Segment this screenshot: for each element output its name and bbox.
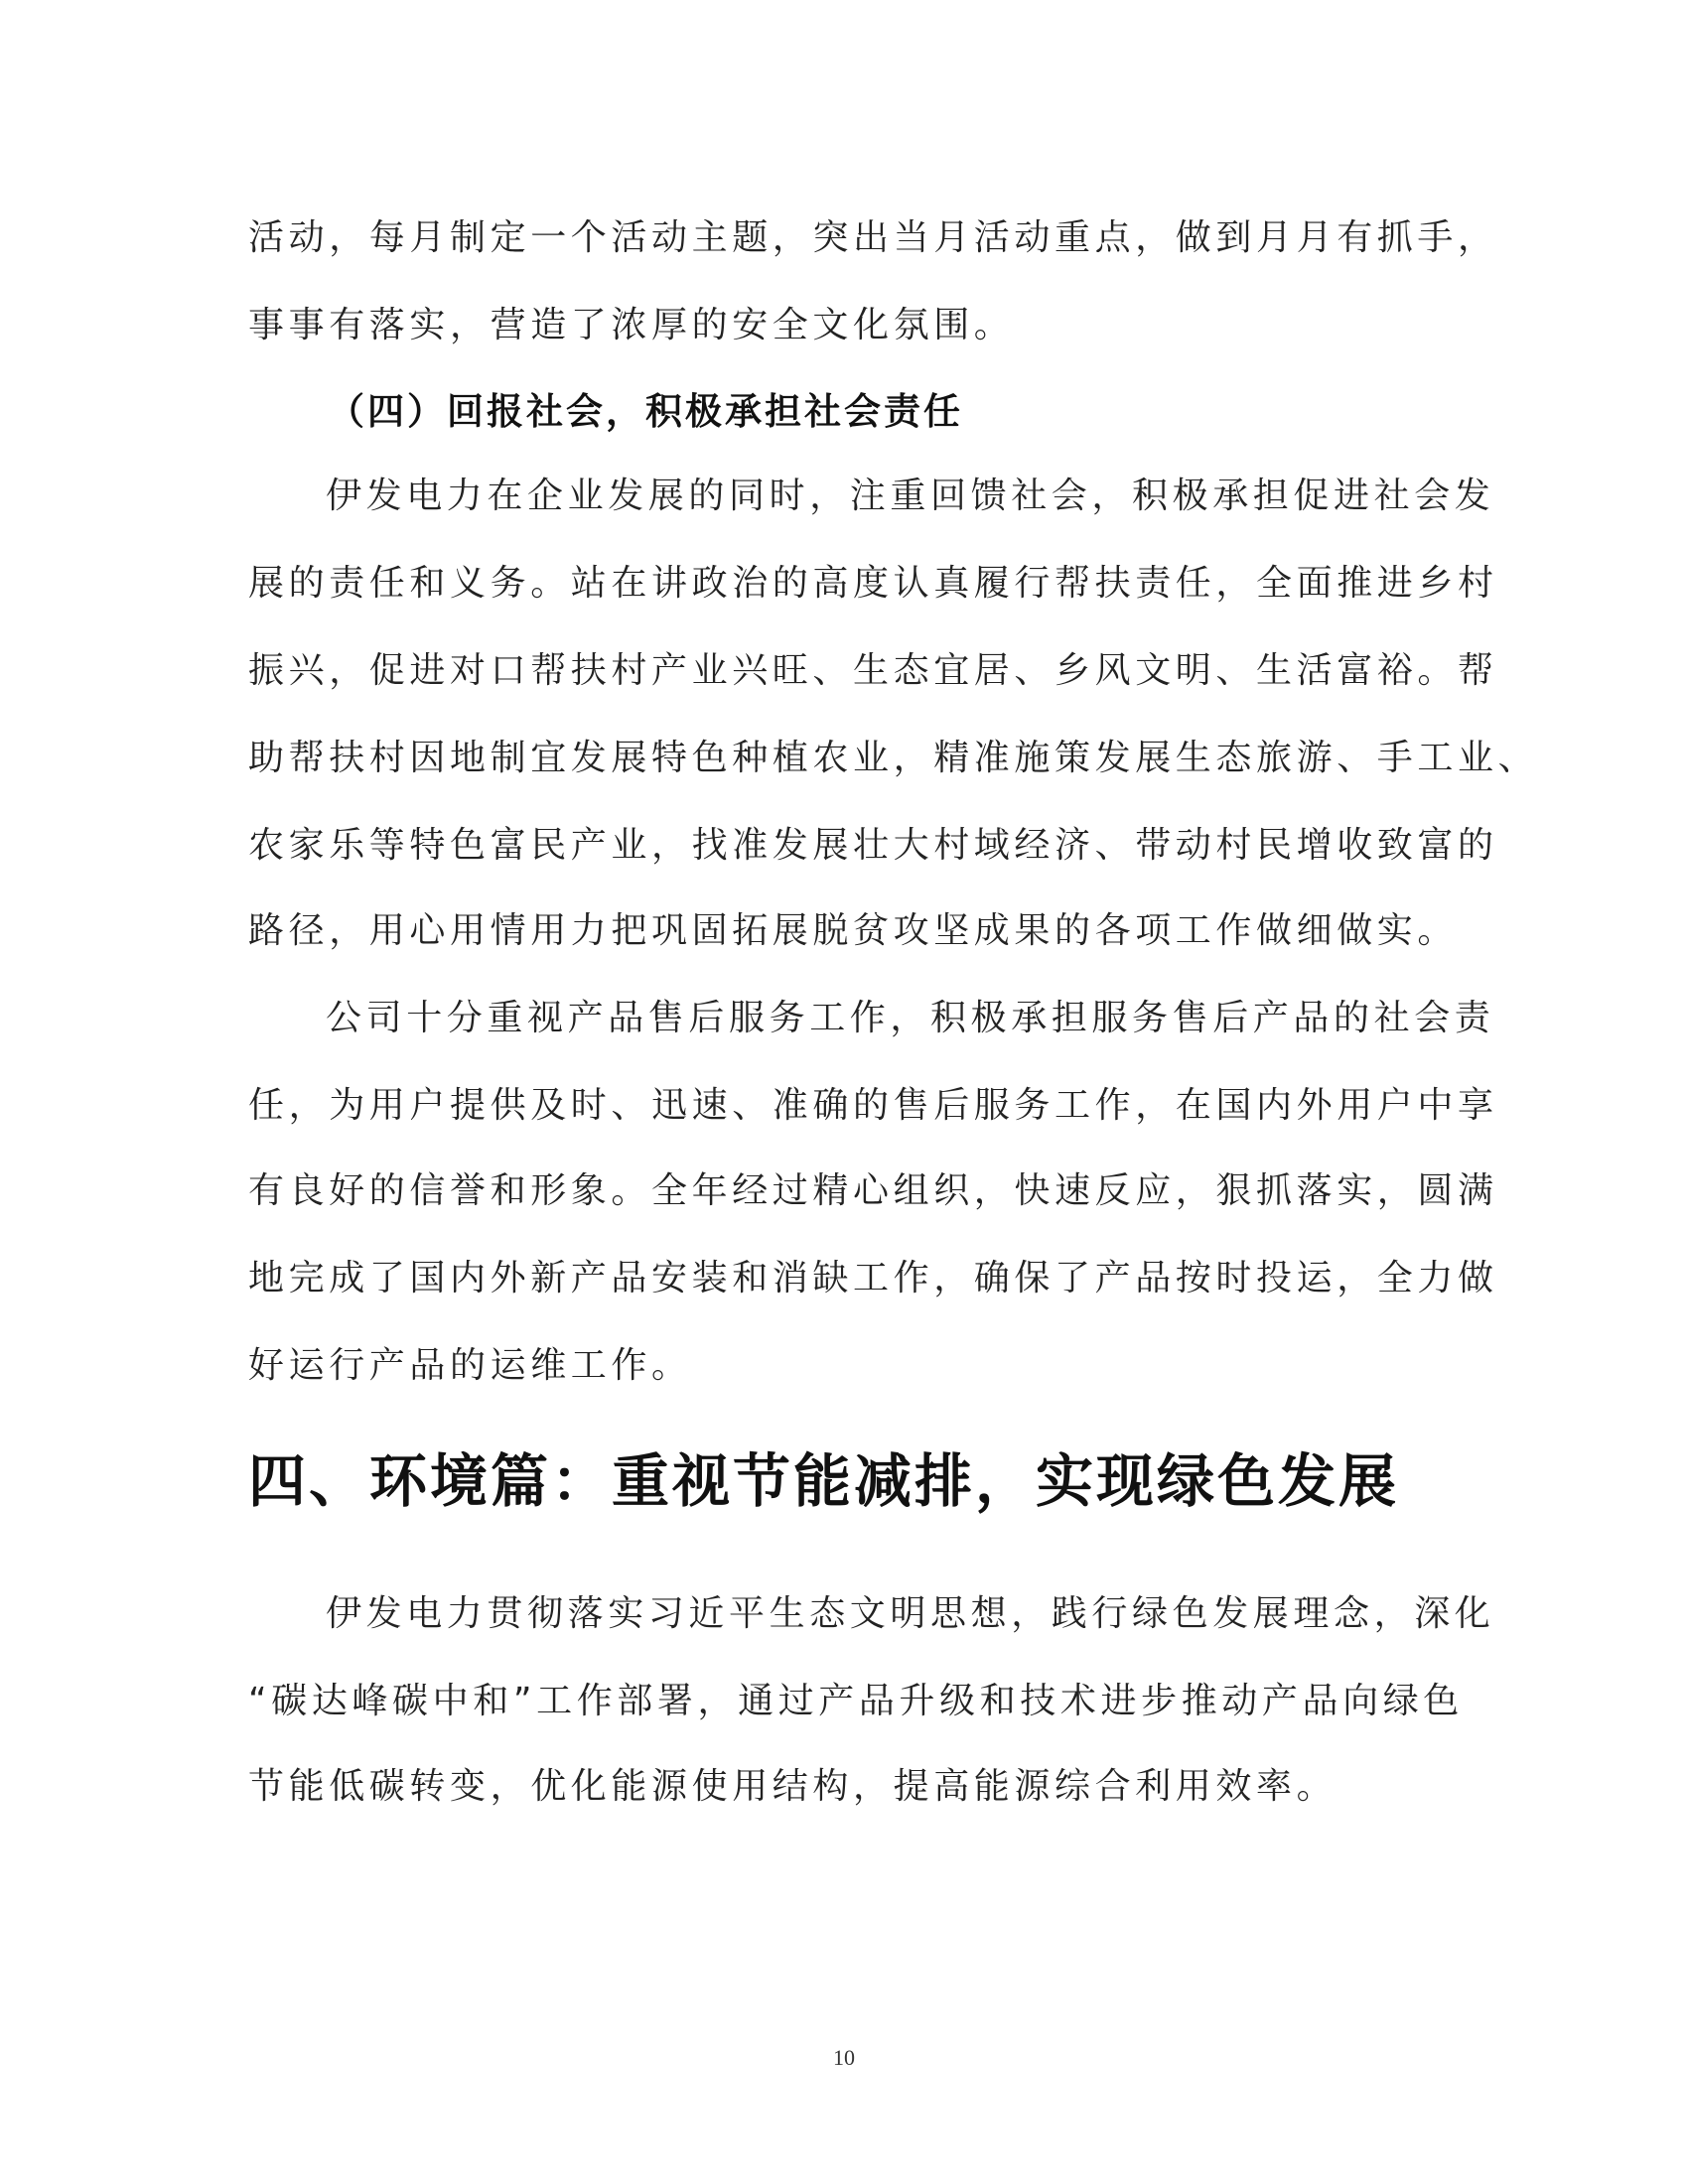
- paragraph-line: 伊发电力在企业发展的同时，注重回馈社会，积极承担促进社会发: [326, 476, 1495, 516]
- paragraph-line: 好运行产品的运维工作。: [248, 1345, 692, 1386]
- paragraph-line: 公司十分重视产品售后服务工作，积极承担服务售后产品的社会责: [326, 998, 1495, 1038]
- paragraph-line: 事事有落实，营造了浓厚的安全文化氛围。: [248, 305, 1015, 345]
- paragraph-line: 任，为用户提供及时、迅速、准确的售后服务工作，在国内外用户中享: [248, 1085, 1498, 1126]
- paragraph-line: 路径，用心用情用力把巩固拓展脱贫攻坚成果的各项工作做细做实。: [248, 910, 1459, 951]
- page-number: 10: [833, 2045, 855, 2070]
- paragraph-line: 地完成了国内外新产品安装和消缺工作，确保了产品按时投运，全力做: [248, 1258, 1498, 1298]
- subheading: （四）回报社会，积极承担社会责任: [328, 389, 963, 433]
- paragraph-line: 振兴，促进对口帮扶村产业兴旺、生态宜居、乡风文明、生活富裕。帮: [248, 650, 1498, 691]
- paragraph-line: 伊发电力贯彻落实习近平生态文明思想，践行绿色发展理念，深化: [326, 1593, 1495, 1634]
- paragraph-line: 助帮扶村因地制宜发展特色种植农业，精准施策发展生态旅游、手工业、: [248, 738, 1539, 778]
- paragraph-line: 活动，每月制定一个活动主题，突出当月活动重点，做到月月有抓手，: [248, 217, 1498, 258]
- paragraph-line: “碳达峰碳中和”工作部署，通过产品升级和技术进步推动产品向绿色: [248, 1681, 1464, 1721]
- paragraph-line: 节能低碳转变，优化能源使用结构，提高能源综合利用效率。: [248, 1766, 1337, 1807]
- paragraph-line: 展的责任和义务。站在讲政治的高度认真履行帮扶责任，全面推进乡村: [248, 563, 1498, 604]
- section-title: 四、环境篇：重视节能减排，实现绿色发展: [248, 1447, 1400, 1515]
- paragraph-line: 农家乐等特色富民产业，找准发展壮大村域经济、带动村民增收致富的: [248, 825, 1498, 866]
- paragraph-line: 有良好的信誉和形象。全年经过精心组织，快速反应，狠抓落实，圆满: [248, 1170, 1498, 1211]
